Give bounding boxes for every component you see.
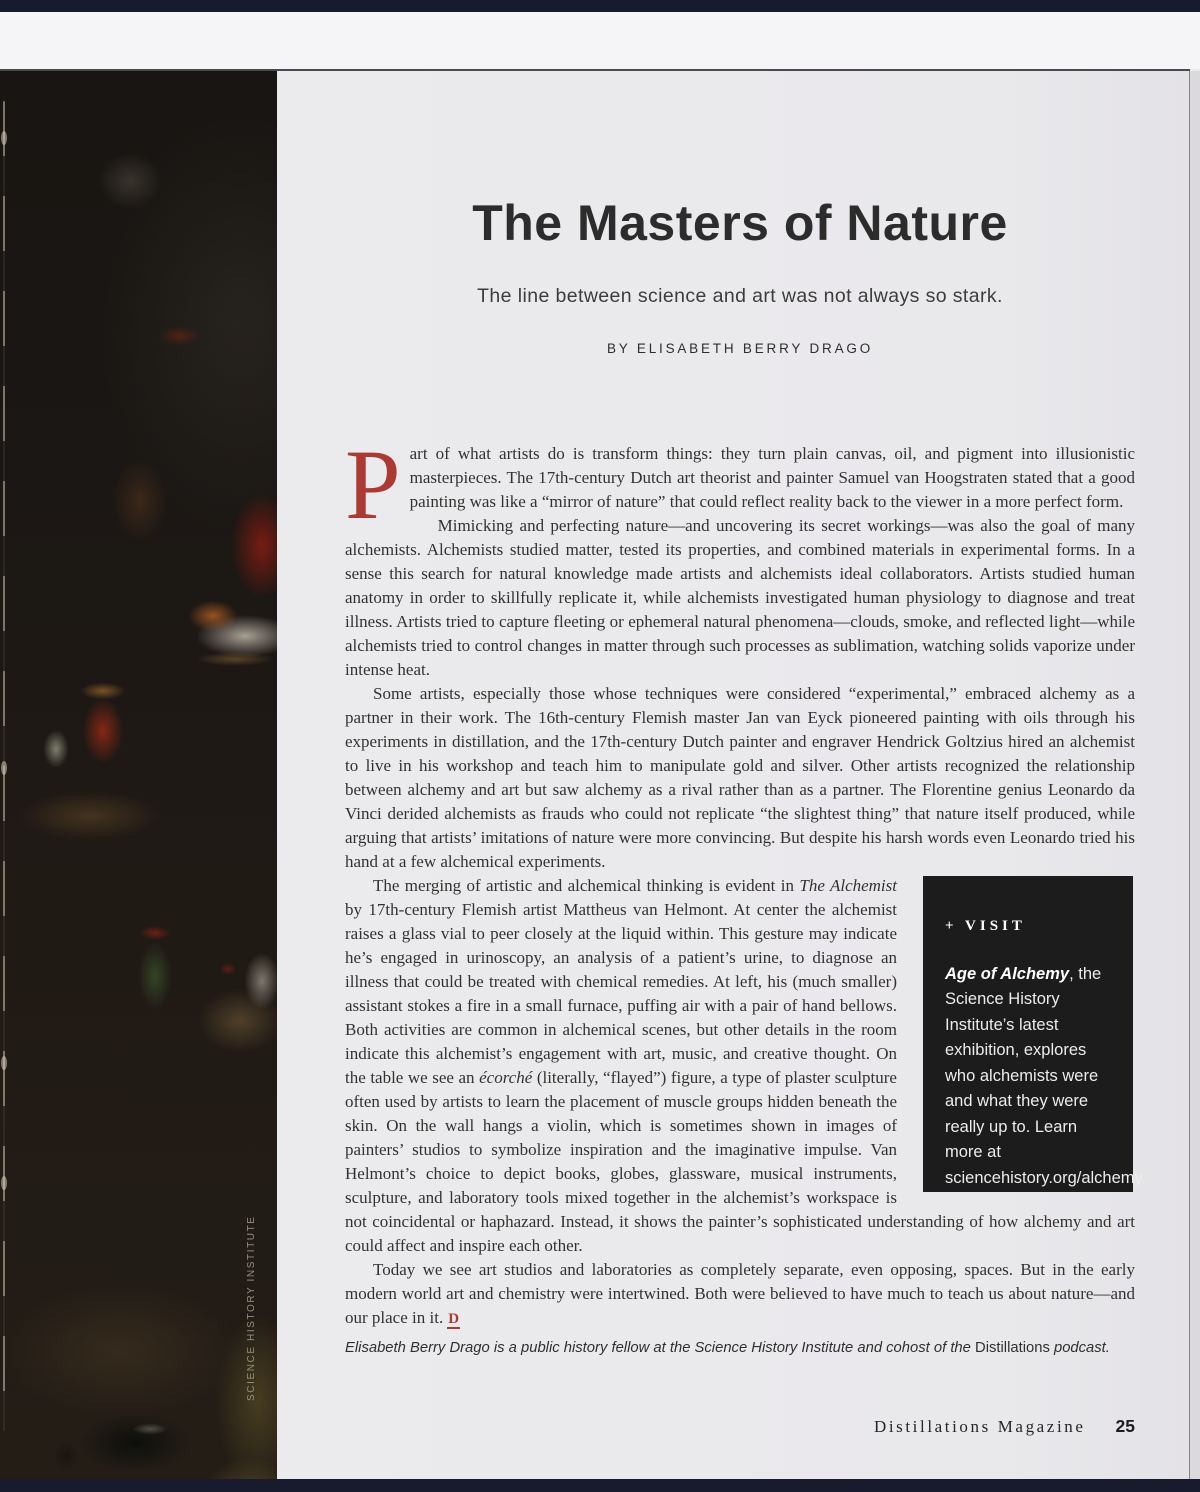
visit-label: + VISIT <box>945 917 1026 934</box>
page-title: The Masters of Nature <box>472 195 1008 251</box>
photo-credit-vertical: SCIENCE HISTORY INSTITUTE <box>246 1215 257 1401</box>
scanner-white-strip <box>0 12 1200 69</box>
paragraph-3: Some artists, especially those whose techniques were considered “experimental,” embraced alchemy as a partner in their work. The 16th-century Flemish master Jan van Eyck pioneered painting with oils through his experiments in distillation, and the 17th-century Dutch painter and engraver Hendrick Goltzius hired an alchemist to live in his workshop and teach him to manipulate gold and silver. Other artists recognized the relationship between alchemy and art but saw alchemy as a rival rather than as a partner. The Florentine genius Leonardo da Vinci derided alchemists as frauds who could not replicate “the slightest thing” that nature itself produced, while arguing that artists’ imitations of nature were more convincing. But despite his harsh words even Leonardo tried his hand at a few alchemical experiments. <box>345 683 1135 871</box>
binding-stitch <box>1 131 7 145</box>
paragraph-2: Mimicking and perfecting nature—and uncovering its secret workings—was also the goal of many alchemists. Alchemists studied matter, tested its properties, and combined materials in experimental forms. In a sense this search for natural knowledge made artists and alchemists ideal collaborators. Artists studied human anatomy in order to skillfully replicate it, while alchemists investigated human physiology to diagnose and treat illness. Artists tried to capture fleeting or ephemeral natural phenomena—clouds, smoke, and reflected light—while alchemists tried to control changes in matter through such processes as sublimation, watching solids vaporize under intense heat. <box>345 515 1135 679</box>
paragraph-4-text: (literally, “flayed”) figure, a type of plaster sculpture often used by artists to learn the placement of muscle groups hidden beneath the skin. On the wall hangs a violin, which is sometimes shown in images of painters’ studios to symbolize inspiration and the imaginative impulse. Van Helmont’s choice to depict books, globes, glassware, musical instruments, sculpture, and laboratory tools mixed together in the alchemist’s workspace is not coincidental or haphazard. Instead, it shows the painter’s sophisticated understanding of how alchemy and art could affect and inspire each other. <box>345 1067 1135 1255</box>
paragraph-1 <box>345 428 1135 540</box>
scanner-bottom-band <box>0 1479 1200 1492</box>
magazine-name-upright: Distillations <box>975 1339 1050 1356</box>
author-credit-text: Elisabeth Berry Drago is a public history fellow at the Science History Institute and cohost of the <box>345 1339 976 1356</box>
page-footer <box>345 1416 1135 1437</box>
visit-body <box>945 962 1147 1192</box>
distillations-end-mark: D <box>448 1310 460 1327</box>
binding-stitch <box>1 1176 7 1190</box>
article-body <box>345 428 1147 1358</box>
article-column <box>345 71 1147 1358</box>
painting-detail-image <box>0 71 277 1479</box>
paragraph-5-text: Today we see art studios and laboratories as completely separate, even opposing, spaces. But in the early modern world art and chemistry were intertwined. Both were believed to have much to teach us about nature—and our place in it. <box>345 1259 1135 1327</box>
artwork-title-italic: The Alchemist <box>799 875 897 895</box>
drop-cap: P <box>345 428 401 540</box>
paragraph-4-text: by 17th-century Flemish artist Mattheus van Helmont. At center the alchemist raises a glass vial to peer closely at the liquid within. This gesture may indicate he’s engaged in urinoscopy, an analysis of a patient’s urine, to diagnose an illness that could be treated with chemical remedies. At left, his (much smaller) assistant stokes a fire in a small furnace, puffing air with a pair of hand bellows. Both activities are common in alchemical scenes, but other details in the room indicate this alchemist’s engagement with art, music, and creative thought. On the table we see an <box>345 899 897 1087</box>
binding-stitch <box>1 1056 7 1070</box>
exhibition-title: Age of Alchemy <box>945 964 1070 983</box>
paragraph-4-text: The merging of artistic and alchemical thinking is evident in <box>373 875 800 895</box>
paragraph-1-text: art of what artists do is transform things: they turn plain canvas, oil, and pigment into illusionistic masterpieces. The 17th-century Dutch art theorist and painter Samuel van Hoogstraten stated that a good painting was like a “mirror of nature” that could reflect reality back to the viewer in a more perfect form. <box>409 443 1135 511</box>
author-credit-text: podcast. <box>1049 1339 1110 1356</box>
foreign-term-italic: écorché <box>479 1067 533 1087</box>
page-number: 25 <box>1115 1416 1135 1436</box>
paragraph-5 <box>345 1258 1135 1331</box>
article-byline: BY ELISABETH BERRY DRAGO <box>606 340 874 356</box>
binding-stitch <box>1 761 7 775</box>
visit-sidebar-box <box>923 876 1147 1192</box>
author-credit <box>345 1338 1135 1358</box>
article-subtitle: The line between science and art was not always so stark. <box>477 284 1003 307</box>
page-right-edge <box>1189 71 1200 1479</box>
scanner-top-band <box>0 0 1200 12</box>
visit-body-text: , the Science History Institute’s latest exhibition, explores who alchemists were and what they were really up to. Learn more at sciencehistory.org/alchemy. <box>945 964 1147 1187</box>
footer-magazine-name: Distillations Magazine <box>873 1417 1086 1436</box>
